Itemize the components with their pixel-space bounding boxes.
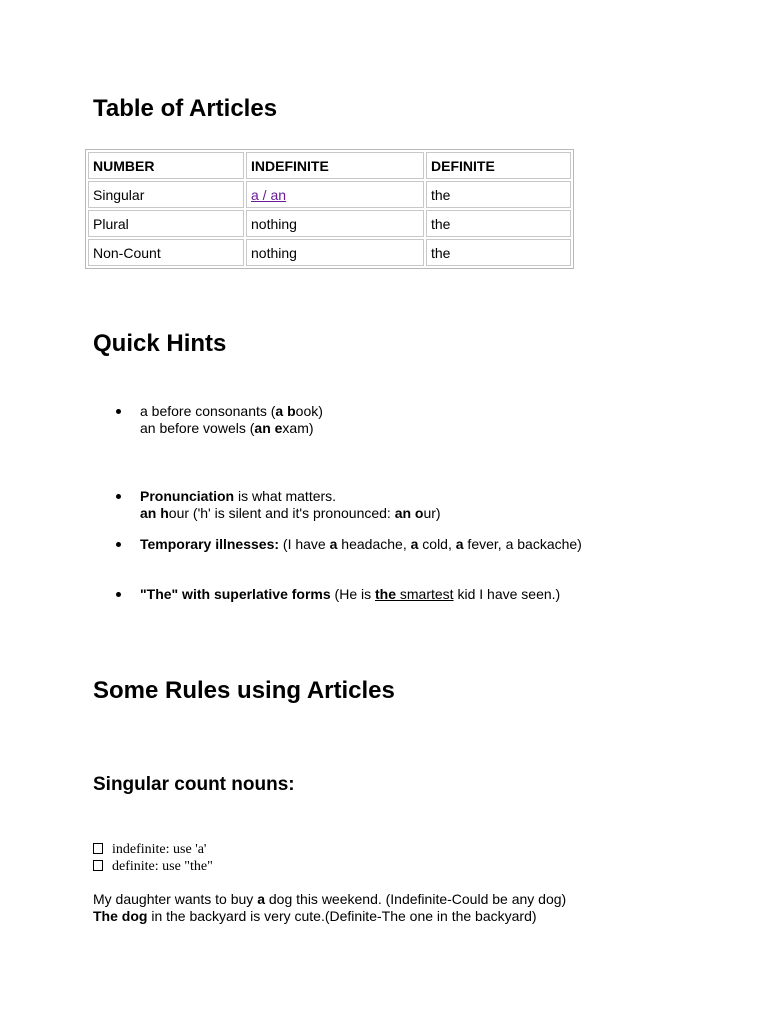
a-an-link[interactable]: a / an [251,186,287,203]
example-indefinite [93,890,566,908]
table-row [88,239,571,266]
check-text: definite: use "the" [112,859,213,874]
bullet-icon [116,409,121,414]
hint-text-part: smartest [396,586,454,602]
cell-singular-definite: the [426,181,571,208]
hint-text-part: kid I have seen.) [453,586,561,602]
hint-text [140,536,582,553]
cell-noncount-definite: the [426,239,571,266]
hint-text-part: xam) [282,420,314,436]
cell-singular-indefinite [246,181,424,208]
hint-text-part: ook) [295,403,323,419]
check-line-definite [93,858,213,875]
example-bold-part: The dog [93,908,148,924]
hint-bold-part: "The" with superlative forms [140,586,331,602]
cell-plural-indefinite: nothing [246,210,424,237]
hint-bold-part: a [455,536,464,552]
cell-plural-definite: the [426,210,571,237]
checkbox-icon [93,843,103,854]
hint-bold-part: a [329,536,338,552]
example-definite [93,907,537,925]
articles-table [85,149,574,269]
header-definite: DEFINITE [426,152,571,179]
hint-bold-part: Pronunciation [140,488,235,504]
hint-text-part: a before consonants ( [140,403,276,419]
hint-bold-part: the [375,586,396,602]
hint-underlined-part [375,586,454,602]
example-text-part: in the backyard is very cute.(Definite-The one in the backyard) [147,908,537,924]
hint-bold-part: an o [394,505,424,521]
bullet-icon [116,592,121,597]
hint-text-part: an before vowels ( [140,420,255,436]
check-text: indefinite: use 'a' [112,842,207,857]
hint-text [140,403,323,437]
cell-noncount: Non-Count [88,239,244,266]
hint-bold-part: a [410,536,419,552]
cell-plural: Plural [88,210,244,237]
checkbox-icon [93,860,103,871]
singular-count-nouns-heading: Singular count nouns: [93,774,295,795]
example-text-part: My daughter wants to buy [93,891,258,907]
hint-text-part: our ('h' is silent and it's pronounced: [168,505,395,521]
table-row [88,181,571,208]
table-row [88,210,571,237]
example-text-part: dog this weekend. (Indefinite-Could be any dog) [265,891,567,907]
hint-bold-part: an h [140,505,169,521]
hint-bold-part: an e [254,420,283,436]
cell-noncount-indefinite: nothing [246,239,424,266]
header-indefinite: INDEFINITE [246,152,424,179]
hint-text-part: (He is [330,586,375,602]
hint-text-part: ur) [423,505,441,521]
hint-text-part: cold, [418,536,456,552]
hint-text-part: is what matters. [234,488,337,504]
hint-bold-part: Temporary illnesses: [140,536,280,552]
bullet-icon [116,542,121,547]
hint-text-part: (I have [279,536,330,552]
hint-text [140,586,560,603]
hint-text-part: headache, [337,536,411,552]
header-number: NUMBER [88,152,244,179]
table-of-articles-heading: Table of Articles [93,95,278,122]
table-header-row [88,152,571,179]
cell-singular: Singular [88,181,244,208]
hint-text [140,488,441,522]
hint-bold-part: a b [275,403,296,419]
quick-hints-heading: Quick Hints [93,330,227,357]
hint-text-part: fever, a backache) [463,536,582,552]
bullet-icon [116,494,121,499]
check-line-indefinite [93,841,206,858]
some-rules-heading: Some Rules using Articles [93,677,395,704]
example-bold-part: a [257,891,265,907]
